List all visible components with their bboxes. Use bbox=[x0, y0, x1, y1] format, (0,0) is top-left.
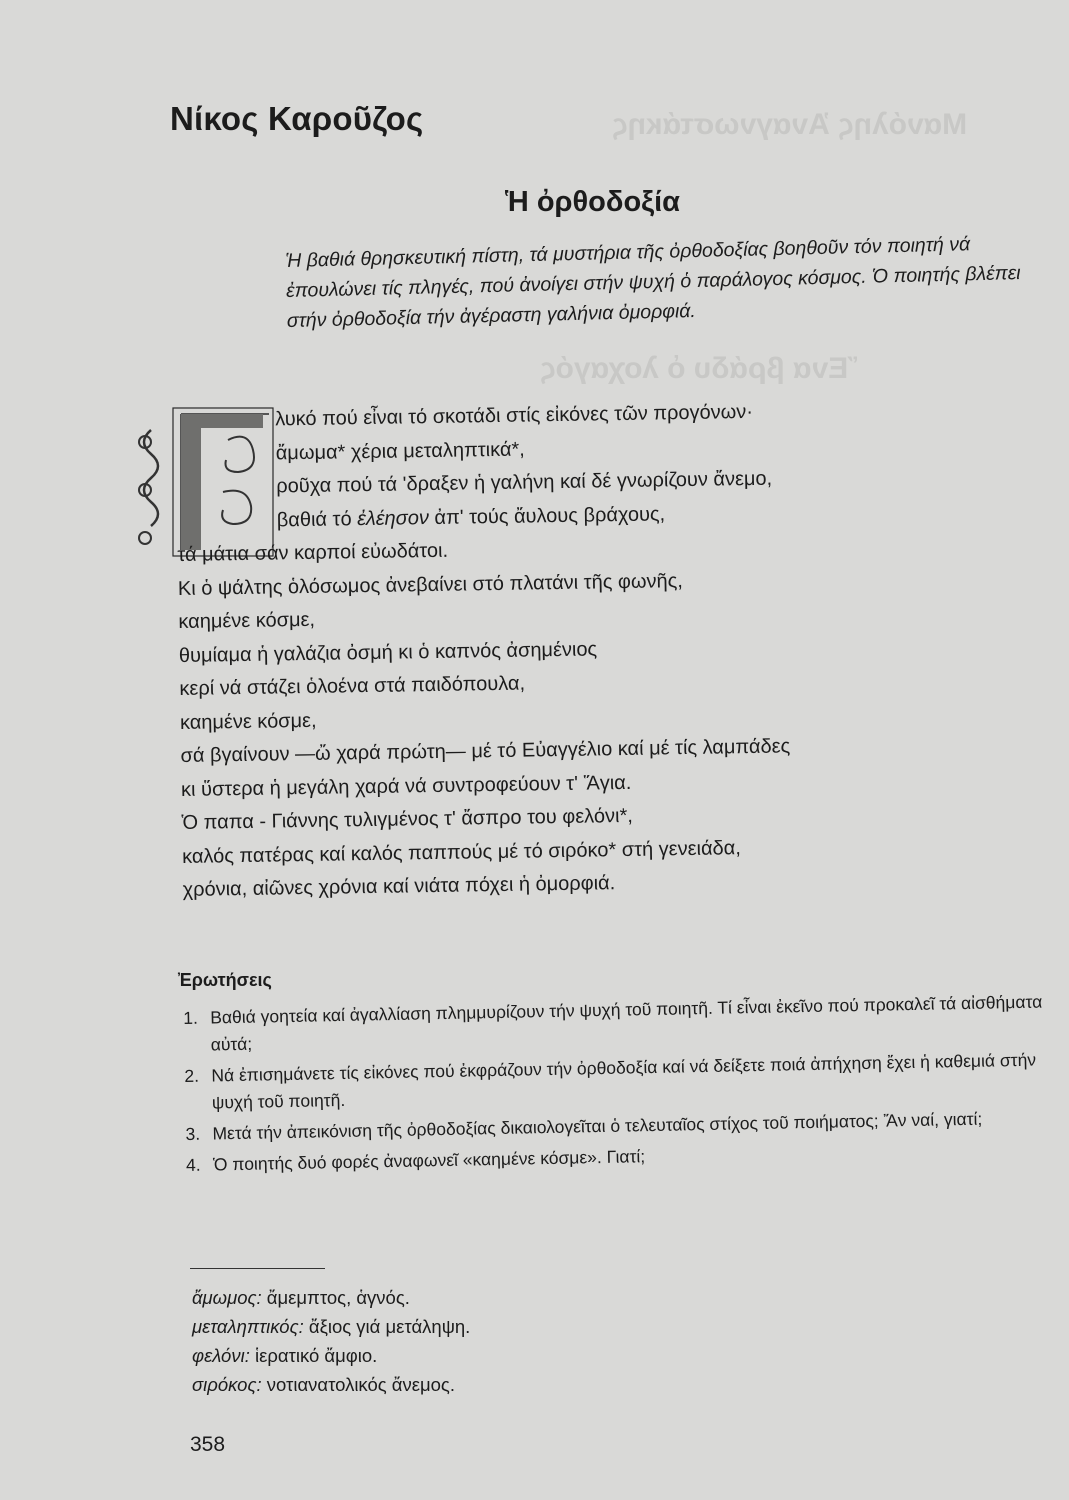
poem-line: θυμίαμα ἡ γαλάζια ὀσμή κι ὁ καπνός ἀσημένιος bbox=[178, 637, 598, 667]
poem-line: καημένε κόσμε, bbox=[178, 608, 316, 633]
poem-line: σά βγαίνουν —ὤ χαρά πρώτη— μέ τό Εὐαγγέλιο καί μέ τίς λαμπάδες bbox=[180, 735, 791, 767]
question-text: Νά ἐπισημάνετε τίς εἰκόνες πού ἐκφράζουν τήν ὀρθοδοξία καί νά δείξετε ποιά ἀπήχηση ἔχει ἡ καθεμιά στήν ψυχή τοῦ ποιητῆ. bbox=[211, 1049, 1037, 1113]
glossary-term: σιρόκος: bbox=[192, 1374, 262, 1395]
poem-line-italic: ἐλέησον bbox=[356, 506, 430, 530]
glossary-entry bbox=[192, 1370, 470, 1399]
glossary-entry bbox=[192, 1341, 470, 1370]
author-name: Νίκος Καροῦζος bbox=[170, 100, 424, 137]
poem-line: Κι ὁ ψάλτης ὁλόσωμος ἀνεβαίνει στό πλατάνι τῆς φωνῆς, bbox=[177, 569, 683, 600]
question-text: Βαθιά γοητεία καί ἀγαλλίαση πλημμυρίζουν τήν ψυχή τοῦ ποιητῆ. Τί εἶναι ἐκεῖνο πού προκαλεῖ τά αἰσθήματα αὐτά; bbox=[210, 991, 1043, 1055]
question-number: 4. bbox=[185, 1154, 201, 1175]
poem-line: χρόνια, αἰῶνες χρόνια καί νιάτα πόχει ἡ ὀμορφιά. bbox=[182, 872, 616, 901]
bleed-through-heading: Μανόλης Ἀναγνωστάκης bbox=[612, 108, 968, 141]
poem-line: ροῦχα πού τά 'δραξεν ἡ γαλήνη καί δέ γνωρίζουν ἄνεμο, bbox=[276, 467, 773, 498]
poem-line: τά μάτια σάν καρποί εὐωδάτοι. bbox=[177, 539, 449, 566]
question-number: 1. bbox=[183, 1007, 199, 1028]
questions-heading: Ἐρωτήσεις bbox=[178, 970, 272, 990]
glossary-term: ἄμωμος: bbox=[192, 1287, 262, 1308]
poem-line: καημένε κόσμε, bbox=[179, 709, 317, 734]
glossary-definition: ἄξιος γιά μετάληψη. bbox=[303, 1316, 471, 1337]
question-text: Μετά τήν ἀπεικόνιση τῆς ὀρθοδοξίας δικαιολογεῖται ὁ τελευταῖος στίχος τοῦ ποιήματος; Ἄν ναί, γιατί; bbox=[212, 1108, 983, 1144]
glossary-term: φελόνι: bbox=[192, 1345, 250, 1366]
poem-body bbox=[175, 395, 793, 907]
poem-line-part: ἀπ' τούς ἄυλους βράχους, bbox=[428, 502, 666, 529]
poem-line: καλός πατέρας καί καλός παππούς μέ τό σιρόκο* στή γενειάδα, bbox=[181, 836, 741, 868]
footnote-divider bbox=[190, 1268, 325, 1269]
glossary bbox=[192, 1283, 470, 1399]
poem-line: λυκό πού εἶναι τό σκοτάδι στίς εἰκόνες τῶν προγόνων· bbox=[275, 400, 754, 431]
glossary-definition: νοτιανατολικός ἄνεμος. bbox=[261, 1374, 455, 1395]
page-number: 358 bbox=[190, 1433, 226, 1456]
poem-line: κι ὕστερα ἡ μεγάλη χαρά νά συντροφεύουν τ' Ἅγια. bbox=[180, 771, 632, 801]
glossary-entry bbox=[192, 1283, 470, 1312]
question-number: 2. bbox=[184, 1065, 200, 1086]
glossary-definition: ἱερατικό ἄμφιο. bbox=[249, 1345, 378, 1366]
poem-line: κερί νά στάζει ὁλοένα στά παιδόπουλα, bbox=[179, 672, 526, 700]
question-number: 3. bbox=[185, 1123, 201, 1144]
poem-line: Ὁ παπα - Γιάννης τυλιγμένος τ' ἄσπρο του φελόνι*, bbox=[181, 804, 633, 834]
glossary-entry bbox=[192, 1312, 470, 1341]
question-text: Ὁ ποιητής δυό φορές ἀναφωνεῖ «καημένε κόσμε». Γιατί; bbox=[212, 1146, 646, 1175]
poem-title: Ἡ ὀρθοδοξία bbox=[505, 186, 680, 218]
glossary-definition: ἄμεμπτος, ἁγνός. bbox=[261, 1287, 410, 1308]
questions-list bbox=[183, 988, 1066, 1183]
poem-introduction: Ἡ βαθιά θρησκευτική πίστη, τά μυστήρια τῆς ὀρθοδοξίας βοηθοῦν τόν ποιητή νά ἐπουλώνει τίς πληγές, πού ἀνοίγει στήν ψυχή ὁ παράλογος κόσμος. Ὁ ποιητής βλέπει στήν ὀρθοδοξία τήν ἀγέραστη γαλήνια ὀμορφιά. bbox=[285, 233, 1021, 332]
glossary-term: μεταληπτικός: bbox=[192, 1316, 304, 1337]
poem-line: ἄμωμα* χέρια μεταληπτικά*, bbox=[275, 438, 525, 464]
poem-line-part: βαθιά τό bbox=[276, 507, 358, 531]
bleed-through-heading-2: Ἕνα βράδυ ὁ λοχαγός bbox=[540, 352, 858, 385]
